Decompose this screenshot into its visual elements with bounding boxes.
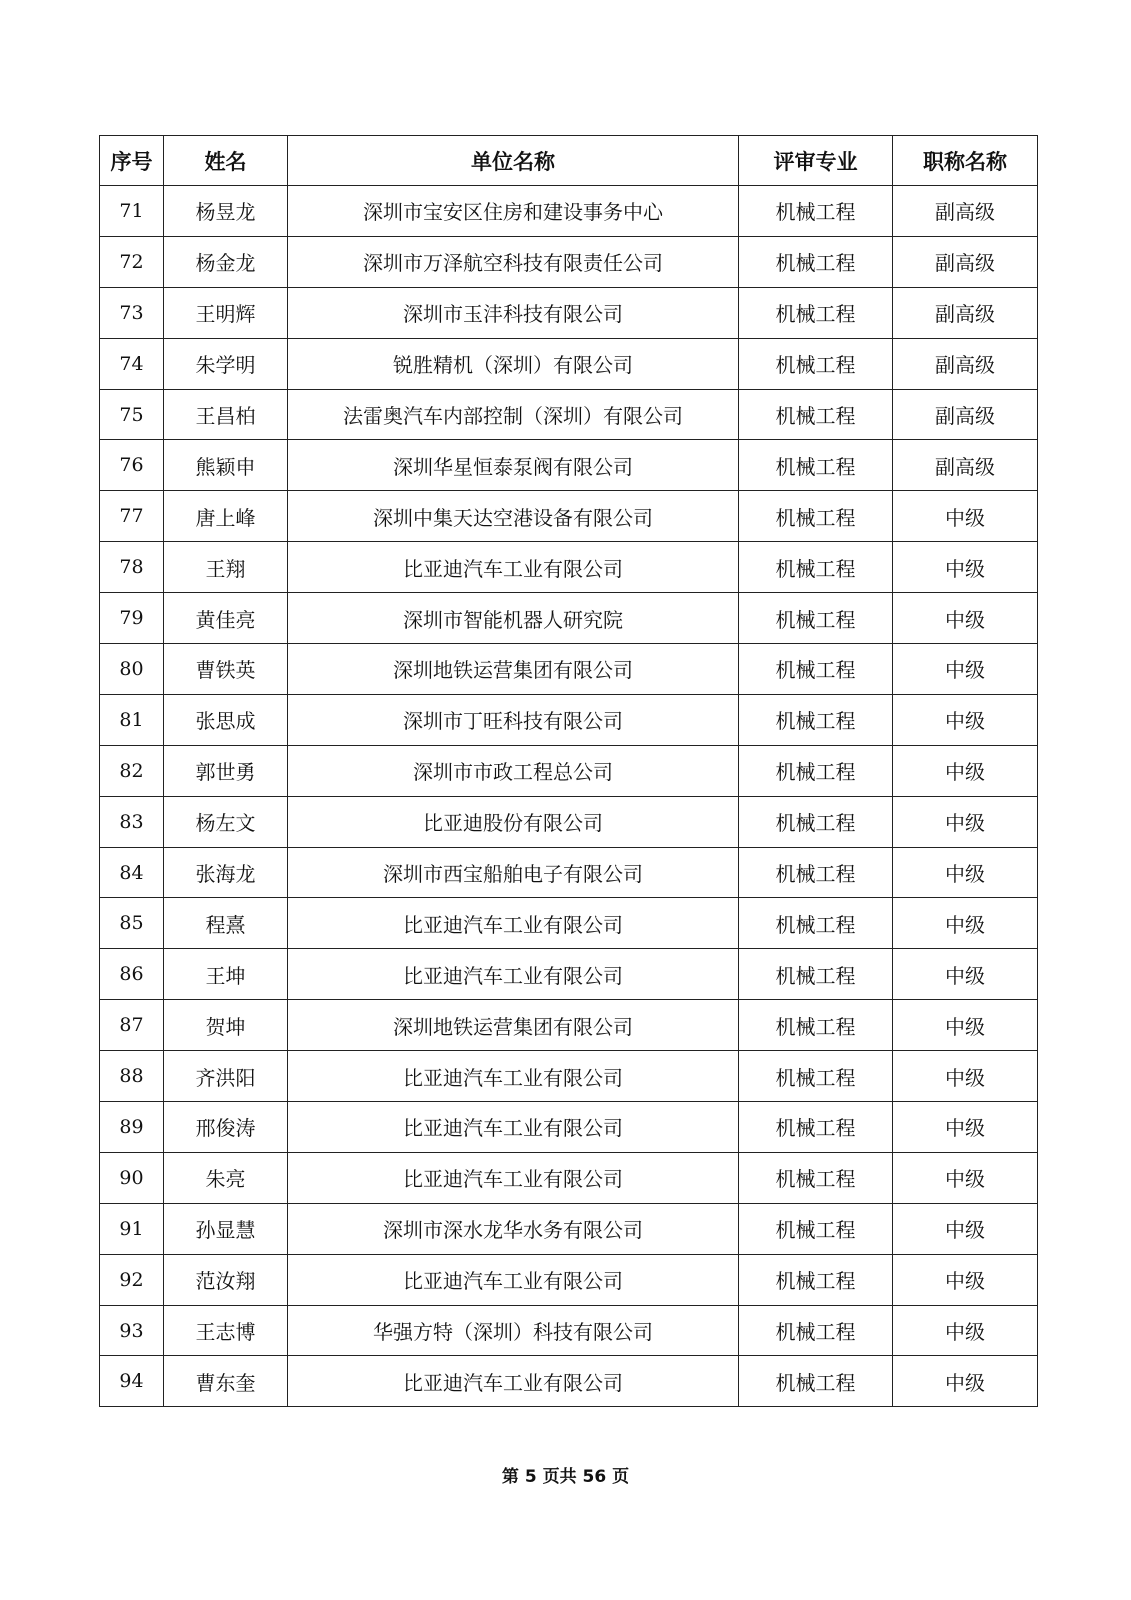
cell-title: 中级 [893, 847, 1038, 898]
cell-title: 副高级 [893, 389, 1038, 440]
header-title: 职称名称 [893, 136, 1038, 186]
cell-name: 王坤 [164, 949, 288, 1000]
table-row [100, 644, 1038, 695]
cell-organization: 比亚迪汽车工业有限公司 [288, 1254, 739, 1305]
table-row [100, 1102, 1038, 1153]
table-row [100, 898, 1038, 949]
cell-index: 91 [100, 1203, 164, 1254]
table-row [100, 1000, 1038, 1051]
table-row [100, 542, 1038, 593]
roster-table [99, 135, 1038, 1407]
cell-name: 王昌柏 [164, 389, 288, 440]
cell-index: 79 [100, 593, 164, 644]
cell-specialty: 机械工程 [739, 644, 893, 695]
cell-specialty: 机械工程 [739, 440, 893, 491]
cell-specialty: 机械工程 [739, 287, 893, 338]
cell-specialty: 机械工程 [739, 236, 893, 287]
header-name: 姓名 [164, 136, 288, 186]
table-row [100, 338, 1038, 389]
cell-organization: 深圳地铁运营集团有限公司 [288, 1000, 739, 1051]
cell-organization: 比亚迪股份有限公司 [288, 796, 739, 847]
cell-title: 中级 [893, 1000, 1038, 1051]
cell-name: 杨金龙 [164, 236, 288, 287]
cell-name: 孙显慧 [164, 1203, 288, 1254]
cell-index: 78 [100, 542, 164, 593]
cell-title: 中级 [893, 796, 1038, 847]
cell-organization: 比亚迪汽车工业有限公司 [288, 542, 739, 593]
cell-title: 副高级 [893, 440, 1038, 491]
table-row [100, 1051, 1038, 1102]
table-row [100, 593, 1038, 644]
cell-title: 副高级 [893, 186, 1038, 237]
cell-index: 86 [100, 949, 164, 1000]
cell-organization: 深圳华星恒泰泵阀有限公司 [288, 440, 739, 491]
cell-specialty: 机械工程 [739, 491, 893, 542]
cell-index: 87 [100, 1000, 164, 1051]
cell-organization: 比亚迪汽车工业有限公司 [288, 1051, 739, 1102]
cell-organization: 深圳中集天达空港设备有限公司 [288, 491, 739, 542]
cell-title: 中级 [893, 1305, 1038, 1356]
cell-index: 94 [100, 1356, 164, 1407]
cell-index: 83 [100, 796, 164, 847]
cell-name: 熊颖申 [164, 440, 288, 491]
cell-title: 中级 [893, 1356, 1038, 1407]
cell-name: 贺坤 [164, 1000, 288, 1051]
cell-specialty: 机械工程 [739, 1305, 893, 1356]
table-row [100, 389, 1038, 440]
cell-organization: 华强方特（深圳）科技有限公司 [288, 1305, 739, 1356]
header-row [100, 136, 1038, 186]
table-row [100, 949, 1038, 1000]
table-row [100, 694, 1038, 745]
cell-title: 副高级 [893, 236, 1038, 287]
cell-specialty: 机械工程 [739, 593, 893, 644]
cell-name: 齐洪阳 [164, 1051, 288, 1102]
cell-specialty: 机械工程 [739, 338, 893, 389]
cell-name: 张思成 [164, 694, 288, 745]
cell-name: 朱学明 [164, 338, 288, 389]
cell-specialty: 机械工程 [739, 1203, 893, 1254]
cell-organization: 深圳市丁旺科技有限公司 [288, 694, 739, 745]
cell-index: 84 [100, 847, 164, 898]
cell-organization: 深圳市万泽航空科技有限责任公司 [288, 236, 739, 287]
cell-organization: 比亚迪汽车工业有限公司 [288, 949, 739, 1000]
cell-index: 93 [100, 1305, 164, 1356]
cell-name: 杨昱龙 [164, 186, 288, 237]
cell-specialty: 机械工程 [739, 186, 893, 237]
cell-index: 89 [100, 1102, 164, 1153]
cell-specialty: 机械工程 [739, 1051, 893, 1102]
cell-organization: 深圳市深水龙华水务有限公司 [288, 1203, 739, 1254]
cell-name: 曹铁英 [164, 644, 288, 695]
cell-specialty: 机械工程 [739, 542, 893, 593]
cell-name: 朱亮 [164, 1152, 288, 1203]
table-row [100, 847, 1038, 898]
cell-specialty: 机械工程 [739, 1102, 893, 1153]
cell-organization: 深圳地铁运营集团有限公司 [288, 644, 739, 695]
cell-index: 71 [100, 186, 164, 237]
cell-title: 中级 [893, 949, 1038, 1000]
cell-specialty: 机械工程 [739, 1152, 893, 1203]
cell-organization: 比亚迪汽车工业有限公司 [288, 898, 739, 949]
cell-title: 中级 [893, 1203, 1038, 1254]
cell-title: 中级 [893, 644, 1038, 695]
table-row [100, 236, 1038, 287]
table-row [100, 440, 1038, 491]
cell-title: 中级 [893, 1051, 1038, 1102]
cell-specialty: 机械工程 [739, 796, 893, 847]
cell-index: 74 [100, 338, 164, 389]
cell-organization: 比亚迪汽车工业有限公司 [288, 1356, 739, 1407]
cell-specialty: 机械工程 [739, 694, 893, 745]
cell-index: 81 [100, 694, 164, 745]
cell-specialty: 机械工程 [739, 1000, 893, 1051]
cell-name: 王明辉 [164, 287, 288, 338]
cell-specialty: 机械工程 [739, 1254, 893, 1305]
table-row [100, 186, 1038, 237]
cell-organization: 深圳市智能机器人研究院 [288, 593, 739, 644]
cell-name: 唐上峰 [164, 491, 288, 542]
table-row [100, 796, 1038, 847]
cell-organization: 法雷奥汽车内部控制（深圳）有限公司 [288, 389, 739, 440]
cell-index: 82 [100, 745, 164, 796]
cell-name: 邢俊涛 [164, 1102, 288, 1153]
table-row [100, 287, 1038, 338]
cell-organization: 比亚迪汽车工业有限公司 [288, 1102, 739, 1153]
cell-specialty: 机械工程 [739, 1356, 893, 1407]
cell-specialty: 机械工程 [739, 898, 893, 949]
cell-organization: 深圳市玉沣科技有限公司 [288, 287, 739, 338]
page-number: 第 5 页共 56 页 [501, 1467, 630, 1487]
cell-title: 中级 [893, 694, 1038, 745]
header-organization: 单位名称 [288, 136, 739, 186]
cell-specialty: 机械工程 [739, 389, 893, 440]
cell-title: 中级 [893, 898, 1038, 949]
cell-name: 程熹 [164, 898, 288, 949]
cell-title: 中级 [893, 1152, 1038, 1203]
cell-title: 中级 [893, 1102, 1038, 1153]
cell-name: 郭世勇 [164, 745, 288, 796]
cell-title: 中级 [893, 491, 1038, 542]
cell-title: 中级 [893, 745, 1038, 796]
cell-name: 黄佳亮 [164, 593, 288, 644]
cell-title: 中级 [893, 542, 1038, 593]
table-row [100, 1152, 1038, 1203]
cell-organization: 深圳市宝安区住房和建设事务中心 [288, 186, 739, 237]
table-header [100, 136, 1038, 186]
cell-index: 90 [100, 1152, 164, 1203]
cell-index: 80 [100, 644, 164, 695]
cell-index: 76 [100, 440, 164, 491]
cell-index: 77 [100, 491, 164, 542]
cell-specialty: 机械工程 [739, 745, 893, 796]
cell-index: 73 [100, 287, 164, 338]
header-specialty: 评审专业 [739, 136, 893, 186]
cell-title: 副高级 [893, 338, 1038, 389]
cell-index: 85 [100, 898, 164, 949]
cell-specialty: 机械工程 [739, 949, 893, 1000]
table-row [100, 745, 1038, 796]
cell-title: 副高级 [893, 287, 1038, 338]
table-row [100, 1203, 1038, 1254]
cell-name: 杨左文 [164, 796, 288, 847]
cell-title: 中级 [893, 593, 1038, 644]
cell-specialty: 机械工程 [739, 847, 893, 898]
cell-name: 张海龙 [164, 847, 288, 898]
cell-index: 92 [100, 1254, 164, 1305]
cell-organization: 深圳市市政工程总公司 [288, 745, 739, 796]
table-row [100, 491, 1038, 542]
cell-organization: 比亚迪汽车工业有限公司 [288, 1152, 739, 1203]
cell-index: 75 [100, 389, 164, 440]
cell-title: 中级 [893, 1254, 1038, 1305]
table-body [100, 186, 1038, 1407]
cell-name: 王翔 [164, 542, 288, 593]
header-index: 序号 [100, 136, 164, 186]
cell-name: 王志博 [164, 1305, 288, 1356]
cell-organization: 锐胜精机（深圳）有限公司 [288, 338, 739, 389]
cell-name: 范汝翔 [164, 1254, 288, 1305]
table-row [100, 1305, 1038, 1356]
table-row [100, 1254, 1038, 1305]
table-row [100, 1356, 1038, 1407]
cell-index: 88 [100, 1051, 164, 1102]
cell-name: 曹东奎 [164, 1356, 288, 1407]
cell-index: 72 [100, 236, 164, 287]
cell-organization: 深圳市西宝船舶电子有限公司 [288, 847, 739, 898]
